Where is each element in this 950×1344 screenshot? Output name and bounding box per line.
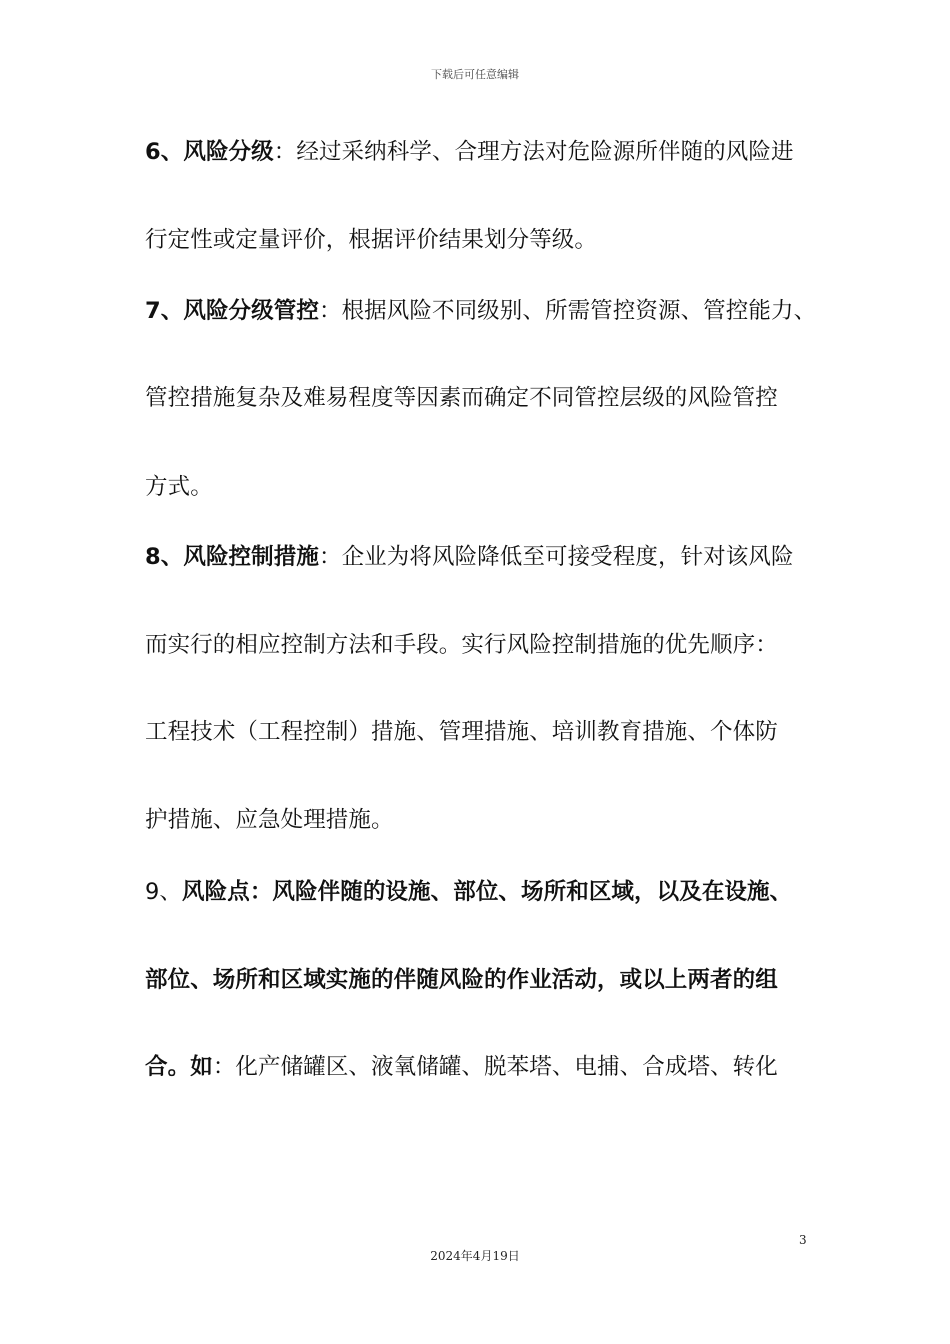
item-6-text-1: 经过采纳科学、合理方法对危险源所伴随的风险进 — [296, 139, 794, 165]
item-8-line-2: 而实行的相应控制方法和手段。实行风险控制措施的优先顺序： — [145, 632, 778, 658]
item-8-line-3: 工程技术（工程控制）措施、管理措施、培训教育措施、个体防 — [145, 719, 778, 745]
item-7-line-1 — [145, 296, 816, 326]
item-9-line-2: 部位、场所和区域实施的伴随风险的作业活动，或以上两者的组 — [145, 967, 778, 993]
item-9-separator: ： — [212, 1054, 236, 1080]
item-9-text-1: ：风险伴随的设施、部位、场所和区域，以及在设施、 — [249, 879, 793, 905]
footer-date: 2024年4月19日 — [430, 1249, 520, 1263]
item-8-label: 8、风险控制措施 — [145, 544, 319, 570]
item-9-line-3 — [145, 1052, 778, 1082]
item-8-text-1: 企业为将风险降低至可接受程度，针对该风险 — [341, 544, 794, 570]
item-9-number: 9、 — [145, 879, 183, 905]
item-8-line-4: 护措施、应急处理措施。 — [145, 807, 394, 833]
item-9-example-label: 合。如 — [145, 1054, 213, 1080]
item-7-text-1: 根据风险不同级别、所需管控资源、管控能力、 — [341, 298, 817, 324]
item-7-line-3: 方式。 — [145, 474, 213, 500]
item-9-text-3: 化产储罐区、液氧储罐、脱苯塔、电捕、合成塔、转化 — [235, 1054, 778, 1080]
item-7-separator: ： — [318, 298, 342, 324]
item-6-separator: ： — [273, 139, 297, 165]
item-9-line-1 — [145, 877, 792, 907]
page-header: 下载后可任意编辑 — [431, 68, 519, 81]
item-8-separator: ： — [318, 544, 342, 570]
item-8-line-1 — [145, 542, 794, 572]
item-9-label: 风险点 — [182, 879, 250, 905]
item-6-line-1 — [145, 137, 794, 167]
page-number: 3 — [799, 1233, 807, 1247]
item-7-label: 7、风险分级管控 — [145, 298, 319, 324]
item-6-line-2: 行定性或定量评价，根据评价结果划分等级。 — [145, 227, 598, 253]
item-6-label: 6、风险分级 — [145, 139, 274, 165]
item-7-line-2: 管控措施复杂及难易程度等因素而确定不同管控层级的风险管控 — [145, 385, 778, 411]
